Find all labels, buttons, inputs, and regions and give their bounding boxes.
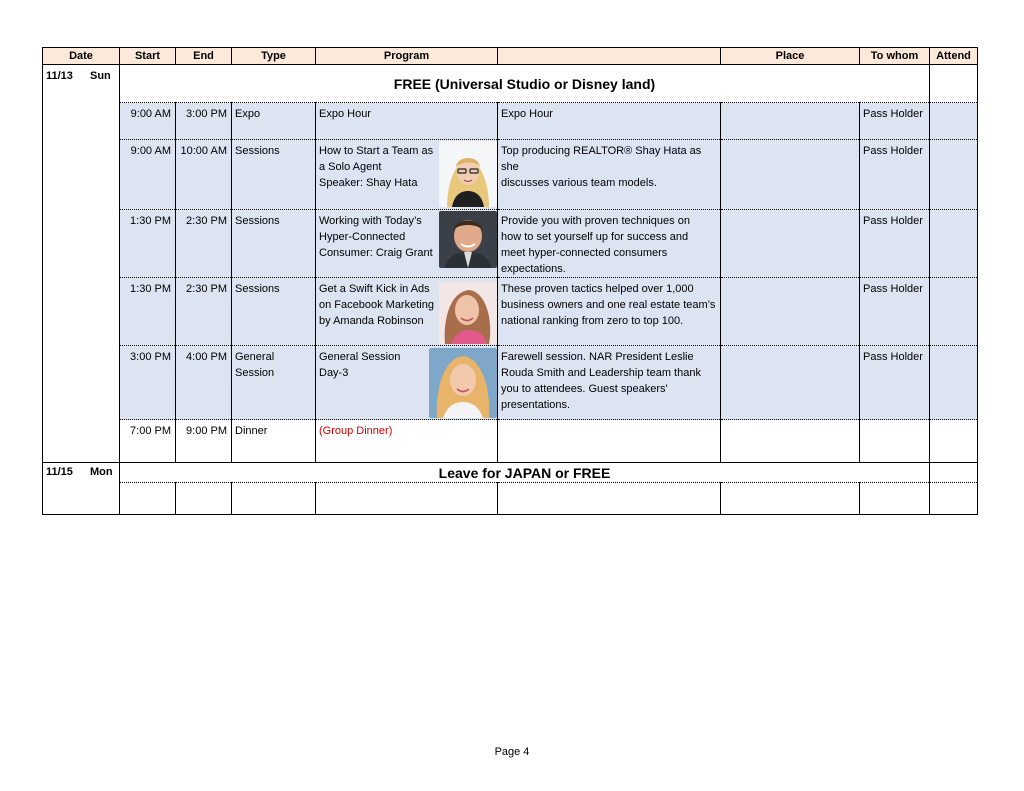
speaker-photo-craig-grant	[439, 211, 497, 268]
event-program	[316, 103, 498, 140]
portrait-graphic	[439, 282, 497, 344]
table-row	[43, 210, 978, 278]
description-line: national ranking from zero to top 100.	[501, 315, 684, 327]
description-line: business owners and one real estate team’s	[501, 299, 716, 311]
event-attend	[930, 140, 978, 210]
event-end: 10:00 AM	[176, 140, 232, 210]
day1-banner: FREE (Universal Studio or Disney land)	[120, 65, 930, 103]
empty-cell	[176, 483, 232, 515]
event-to-whom: Pass Holder	[860, 140, 930, 210]
event-type: Sessions	[232, 140, 316, 210]
header-row	[43, 48, 978, 65]
event-end: 3:00 PM	[176, 103, 232, 140]
program-line: General Session	[319, 351, 401, 363]
header-program: Program	[316, 48, 498, 65]
program-line: a Solo Agent	[319, 161, 382, 173]
event-to-whom: Pass Holder	[860, 103, 930, 140]
event-description	[498, 140, 721, 210]
table-row	[43, 140, 978, 210]
speaker-photo-shay-hata	[439, 141, 497, 207]
event-place	[721, 346, 860, 420]
speaker-photo-leslie-rouda-smith	[429, 348, 497, 418]
event-start: 1:30 PM	[120, 210, 176, 278]
program-line: Hyper-Connected	[319, 231, 406, 243]
event-to-whom: Pass Holder	[860, 278, 930, 346]
portrait-graphic	[439, 211, 497, 268]
event-start: 3:00 PM	[120, 346, 176, 420]
schedule-sheet	[42, 47, 977, 515]
program-line: Consumer: Craig Grant	[319, 247, 433, 259]
event-attend	[930, 346, 978, 420]
table-row	[43, 483, 978, 515]
description-line: meet hyper-connected consumers	[501, 247, 668, 259]
event-description	[498, 278, 721, 346]
description-line: Farewell session. NAR President Leslie	[501, 351, 694, 363]
event-to-whom	[860, 420, 930, 463]
header-attend: Attend	[930, 48, 978, 65]
event-place	[721, 103, 860, 140]
header-type: Type	[232, 48, 316, 65]
program-line: (Group Dinner)	[319, 425, 393, 437]
description-line: how to set yourself up for success and	[501, 231, 689, 243]
event-to-whom: Pass Holder	[860, 210, 930, 278]
day2-banner: Leave for JAPAN or FREE	[120, 463, 930, 483]
description-line: expectations.	[501, 263, 566, 275]
program-line: Expo Hour	[319, 108, 371, 120]
event-description	[498, 420, 721, 463]
table-row	[43, 278, 978, 346]
day1-banner-attend	[930, 65, 978, 103]
day2-banner-row	[43, 463, 978, 483]
event-place	[721, 210, 860, 278]
event-type: Expo	[232, 103, 316, 140]
event-place	[721, 278, 860, 346]
event-type: General Session	[232, 346, 316, 420]
description-line: discusses various team models.	[501, 177, 657, 189]
day2-date-cell	[43, 463, 120, 515]
program-line: How to Start a Team as	[319, 145, 434, 157]
event-program	[316, 210, 498, 278]
program-line: Working with Today’s	[319, 215, 422, 227]
event-attend	[930, 278, 978, 346]
description-line: you to attendees. Guest speakers'	[501, 383, 668, 395]
portrait-graphic	[429, 348, 497, 418]
table-row	[43, 103, 978, 140]
day2-weekday: Mon	[90, 466, 113, 478]
event-type: Dinner	[232, 420, 316, 463]
portrait-graphic	[439, 141, 497, 207]
day2-banner-attend	[930, 463, 978, 483]
event-start: 9:00 AM	[120, 140, 176, 210]
program-line: Speaker: Shay Hata	[319, 177, 418, 189]
schedule-table	[42, 47, 978, 515]
program-line: on Facebook Marketing	[319, 299, 434, 311]
header-place: Place	[721, 48, 860, 65]
event-end: 9:00 PM	[176, 420, 232, 463]
header-to-whom: To whom	[860, 48, 930, 65]
day2-date: 11/15	[46, 466, 73, 478]
table-row	[43, 346, 978, 420]
empty-cell	[232, 483, 316, 515]
header-end: End	[176, 48, 232, 65]
description-line: These proven tactics helped over 1,000	[501, 283, 694, 295]
day1-weekday: Sun	[90, 70, 111, 82]
empty-cell	[860, 483, 930, 515]
empty-cell	[120, 483, 176, 515]
event-end: 4:00 PM	[176, 346, 232, 420]
description-line: presentations.	[501, 399, 571, 411]
event-description	[498, 210, 721, 278]
event-to-whom: Pass Holder	[860, 346, 930, 420]
day1-date-cell	[43, 65, 120, 463]
description-line: Rouda Smith and Leadership team thank	[501, 367, 701, 379]
event-place	[721, 140, 860, 210]
event-type: Sessions	[232, 278, 316, 346]
empty-cell	[721, 483, 860, 515]
event-program	[316, 278, 498, 346]
header-description	[498, 48, 721, 65]
empty-cell	[930, 483, 978, 515]
event-program	[316, 346, 498, 420]
header-start: Start	[120, 48, 176, 65]
day1-date: 11/13	[46, 70, 73, 82]
page-number: Page 4	[494, 746, 530, 758]
event-description	[498, 346, 721, 420]
event-description	[498, 103, 721, 140]
speaker-photo-amanda-robinson	[439, 282, 497, 344]
event-end: 2:30 PM	[176, 278, 232, 346]
day1-banner-row	[43, 65, 978, 103]
event-attend	[930, 210, 978, 278]
header-date: Date	[43, 48, 120, 65]
event-place	[721, 420, 860, 463]
event-program	[316, 420, 498, 463]
description-line: Provide you with proven techniques on	[501, 215, 690, 227]
event-end: 2:30 PM	[176, 210, 232, 278]
description-line: Top producing REALTOR® Shay Hata as she	[501, 145, 702, 173]
event-type: Sessions	[232, 210, 316, 278]
table-row	[43, 420, 978, 463]
program-line: Get a Swift Kick in Ads	[319, 283, 430, 295]
event-start: 9:00 AM	[120, 103, 176, 140]
event-start: 7:00 PM	[120, 420, 176, 463]
empty-cell	[498, 483, 721, 515]
event-start: 1:30 PM	[120, 278, 176, 346]
program-line: by Amanda Robinson	[319, 315, 424, 327]
event-attend	[930, 420, 978, 463]
event-program	[316, 140, 498, 210]
description-line: Expo Hour	[501, 108, 553, 120]
program-line: Day-3	[319, 367, 349, 379]
event-attend	[930, 103, 978, 140]
empty-cell	[316, 483, 498, 515]
